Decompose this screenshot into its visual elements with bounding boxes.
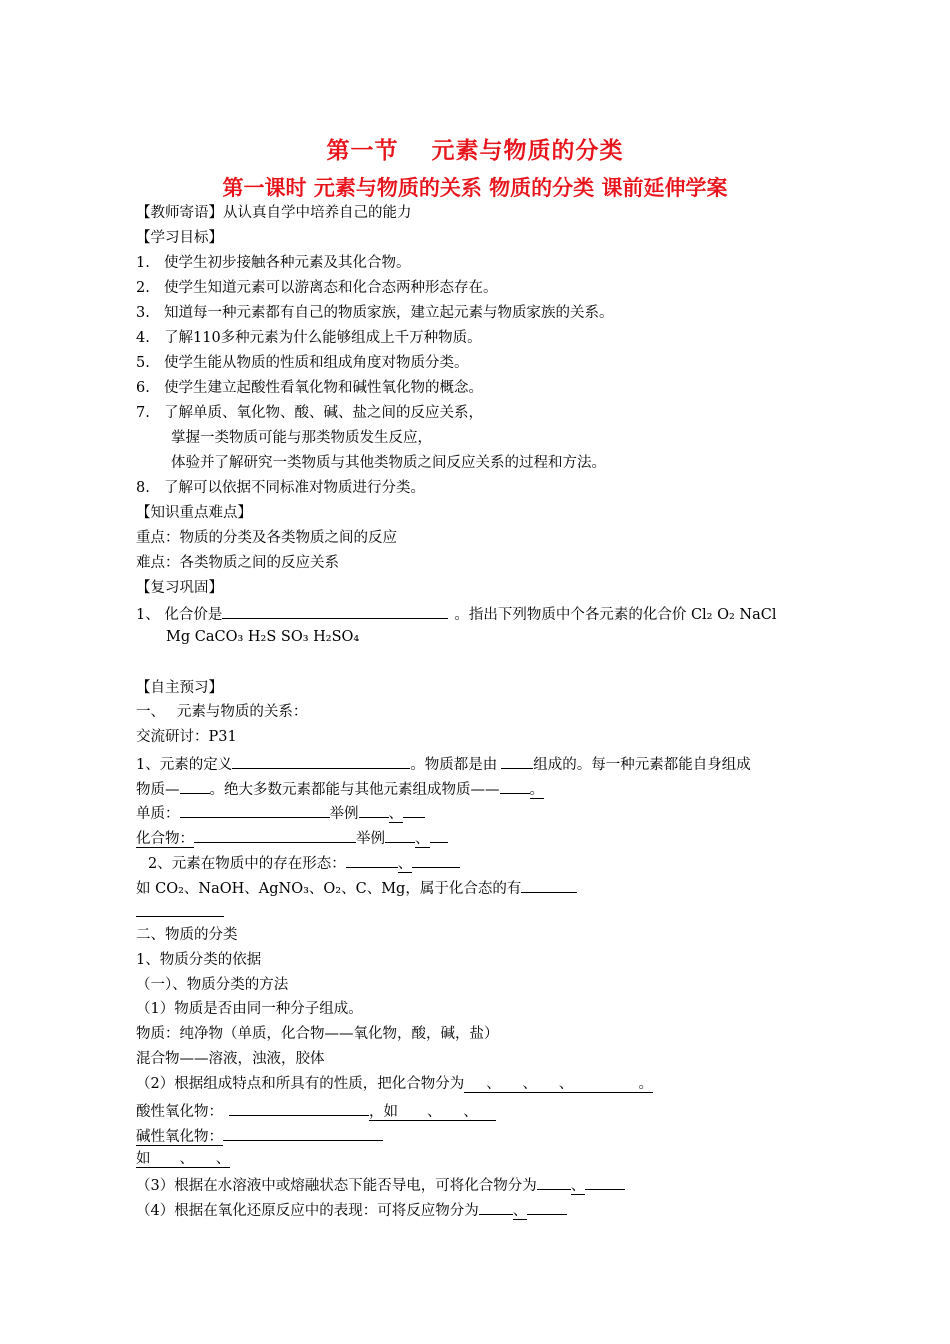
goal-item: 3. 知道每一种元素都有自己的物质家族，建立起元素与物质家族的关系。 — [136, 305, 614, 321]
classification-basis: 1、物质分类的依据 — [136, 952, 262, 968]
goal-item: 1. 使学生初步接触各种元素及其化合物。 — [136, 255, 411, 271]
preview-heading: 【自主预习】 — [136, 680, 223, 696]
element-definition: 1、元素的定义 。物质都是由 组成的。每一种元素都能自身组成 — [136, 752, 751, 775]
blank-line[interactable] — [537, 1173, 571, 1190]
example-list: 如 CO₂、NaOH、AgNO₃、O₂、C、Mg，属于化合态的有 — [136, 876, 577, 899]
blank-line[interactable] — [403, 801, 425, 818]
element-definition-cont: 物质— 。绝大多数元素都能与其他元素组成物质—— 。 — [136, 777, 544, 800]
goal-item: 8. 了解可以依据不同标准对物质进行分类。 — [136, 480, 425, 496]
key-point: 重点：物质的分类及各类物质之间的反应 — [136, 530, 397, 546]
section-2-title: 二、物质的分类 — [136, 927, 238, 943]
basic-oxide-examples: 如 、 、 — [136, 1151, 231, 1167]
blank-line[interactable] — [136, 900, 224, 917]
review-heading: 【复习巩固】 — [136, 580, 223, 596]
method-4: （4）根据在氧化还原反应中的表现：可将反应物分为 、 — [136, 1198, 567, 1221]
goal-item: 4. 了解110多种元素为什么能够组成上千万种物质。 — [136, 330, 482, 346]
review-question-1: 1、 化合价是 。指出下列物质中个各元素的化合价 Cl₂ O₂ NaCl — [136, 602, 776, 625]
blank-line[interactable] — [585, 1173, 625, 1190]
blank-line[interactable] — [500, 777, 530, 794]
blank-line[interactable] — [346, 851, 398, 868]
existence-form: 2、元素在物质中的存在形态： 、 — [148, 851, 460, 874]
goal-continuation: 掌握一类物质可能与那类物质发生反应， — [171, 430, 432, 446]
goals-heading: 【学习目标】 — [136, 230, 223, 246]
blank-line[interactable] — [232, 752, 410, 769]
blank-line[interactable] — [521, 876, 577, 893]
blank-line[interactable] — [430, 826, 448, 843]
blank-line[interactable] — [222, 602, 448, 619]
goal-item: 7. 了解单质、氧化物、酸、碱、盐之间的反应关系， — [136, 405, 483, 421]
blank-line[interactable] — [229, 1099, 369, 1116]
method-2: （2）根据组成特点和所具有的性质，把化合物分为 、 、 、 。 — [136, 1076, 653, 1092]
blank-line[interactable] — [359, 801, 389, 818]
difficulty-point: 难点：各类物质之间的反应关系 — [136, 555, 339, 571]
blank-line[interactable] — [527, 1198, 567, 1215]
blank-line[interactable] — [223, 1124, 383, 1141]
goal-continuation: 体验并了解研究一类物质与其他类物质之间反应关系的过程和方法。 — [171, 455, 606, 471]
mixture: 混合物——溶液，浊液，胶体 — [136, 1051, 325, 1067]
goal-item: 6. 使学生建立起酸性看氧化物和碱性氧化物的概念。 — [136, 380, 483, 396]
method-3: （3）根据在水溶液中或熔融状态下能否导电，可将化合物分为 、 — [136, 1173, 625, 1196]
blank-line[interactable] — [412, 851, 460, 868]
teacher-note: 【教师寄语】从认真自学中培养自己的能力 — [136, 205, 412, 221]
review-question-1-cont: Mg CaCO₃ H₂S SO₃ H₂SO₄ — [166, 629, 360, 645]
acidic-oxide: 酸性氧化物： ，如 、 、 — [136, 1099, 496, 1122]
blank-line[interactable] — [194, 826, 356, 843]
blank-line[interactable] — [180, 801, 330, 818]
classification-method: （一）、物质分类的方法 — [136, 977, 289, 993]
example-list-cont — [136, 900, 224, 923]
page-title: 第一节 元素与物质的分类 — [326, 138, 624, 164]
section-1-title: 一、 元素与物质的关系： — [136, 704, 308, 720]
method-1: （1）物质是否由同一种分子组成。 — [136, 1001, 363, 1017]
blank-line[interactable] — [501, 752, 533, 769]
compound-row: 化合物： 举例 、 — [136, 826, 448, 849]
goal-item: 2. 使学生知道元素可以游离态和化合态两种形态存在。 — [136, 280, 498, 296]
basic-oxide: 碱性氧化物： — [136, 1124, 383, 1147]
goal-item: 5. 使学生能从物质的性质和组成角度对物质分类。 — [136, 355, 469, 371]
blank-line[interactable] — [385, 826, 415, 843]
blank-line[interactable] — [479, 1198, 513, 1215]
pure-substance: 物质：纯净物（单质，化合物——氧化物，酸，碱，盐） — [136, 1026, 499, 1042]
key-heading: 【知识重点难点】 — [136, 505, 252, 521]
blank-line[interactable] — [180, 777, 210, 794]
page-subtitle: 第一课时 元素与物质的关系 物质的分类 课前延伸学案 — [222, 176, 728, 200]
simple-substance-row: 单质： 举例 、 — [136, 801, 425, 824]
exchange-note: 交流研讨：P31 — [136, 729, 237, 745]
